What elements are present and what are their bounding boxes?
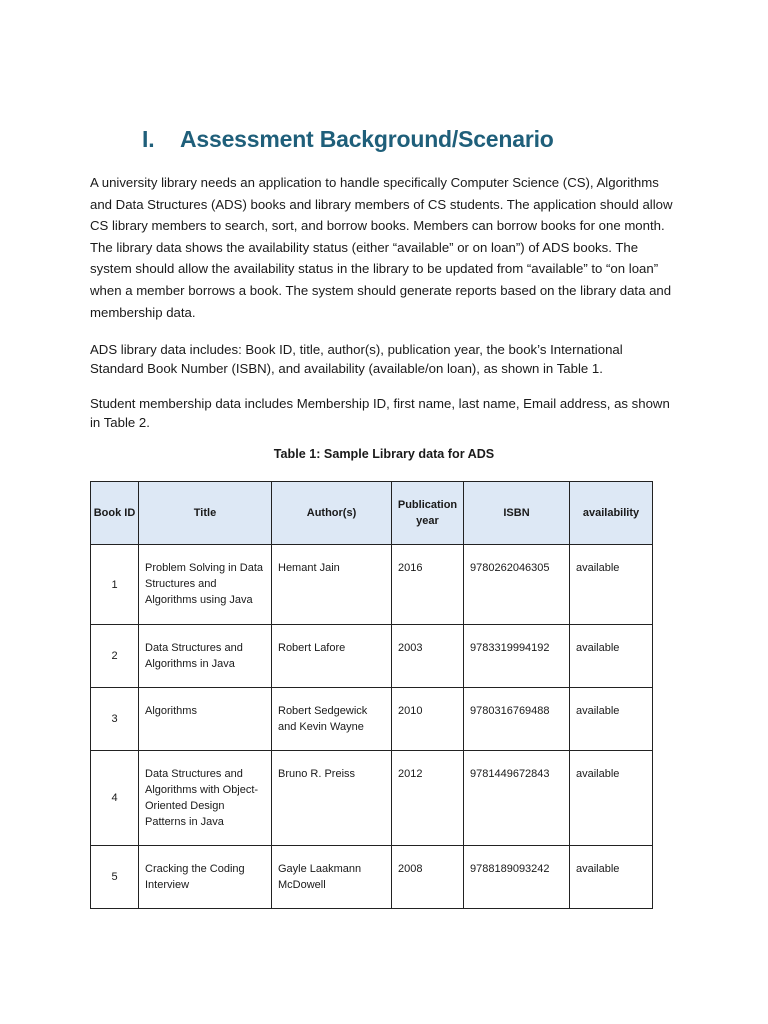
cell-authors: Bruno R. Preiss bbox=[272, 751, 392, 846]
cell-year: 2010 bbox=[392, 688, 464, 751]
membership-data-paragraph: Student membership data includes Membership ID, first name, last name, Email address, as shown in Table 2. bbox=[90, 396, 670, 430]
cell-title: Data Structures and Algorithms in Java bbox=[139, 625, 272, 688]
cell-book-id: 1 bbox=[91, 545, 139, 625]
header-book-id: Book ID bbox=[91, 482, 139, 545]
cell-book-id: 4 bbox=[91, 751, 139, 846]
cell-isbn: 9780262046305 bbox=[464, 545, 570, 625]
cell-year: 2016 bbox=[392, 545, 464, 625]
cell-availability: available bbox=[570, 625, 653, 688]
cell-authors: Gayle Laakmann McDowell bbox=[272, 846, 392, 909]
section-heading bbox=[142, 126, 554, 153]
cell-authors: Robert Sedgewick and Kevin Wayne bbox=[272, 688, 392, 751]
header-availability: availability bbox=[570, 482, 653, 545]
header-authors: Author(s) bbox=[272, 482, 392, 545]
library-data-paragraph: ADS library data includes: Book ID, title, author(s), publication year, the book’s International Standard Book Number (ISBN), and availability (available/on loan), as shown in Table 1. bbox=[90, 342, 623, 376]
table-row bbox=[91, 751, 653, 846]
cell-title: Data Structures and Algorithms with Object-Oriented Design Patterns in Java bbox=[139, 751, 272, 846]
intro-paragraph: A university library needs an application to handle specifically Computer Science (CS), Algorithms and Data Structures (ADS) books and library members of CS students. The application should allow CS library members to search, sort, and borrow books. Members can borrow books for one month. The library data shows the availability status (either “available” or on loan”) of ADS books. The system should allow the availability status in the library to be updated from “available” to “on loan” when a member borrows a book. The system should generate reports based on the library data and membership data. bbox=[90, 175, 673, 320]
cell-isbn: 9780316769488 bbox=[464, 688, 570, 751]
cell-year: 2012 bbox=[392, 751, 464, 846]
cell-authors: Robert Lafore bbox=[272, 625, 392, 688]
table-row bbox=[91, 625, 653, 688]
section-title: Assessment Background/Scenario bbox=[180, 126, 554, 152]
cell-title: Algorithms bbox=[139, 688, 272, 751]
header-isbn: ISBN bbox=[464, 482, 570, 545]
header-title: Title bbox=[139, 482, 272, 545]
table-row bbox=[91, 688, 653, 751]
cell-year: 2008 bbox=[392, 846, 464, 909]
cell-availability: available bbox=[570, 846, 653, 909]
cell-authors: Hemant Jain bbox=[272, 545, 392, 625]
cell-title: Cracking the Coding Interview bbox=[139, 846, 272, 909]
cell-availability: available bbox=[570, 688, 653, 751]
table-row bbox=[91, 846, 653, 909]
table-row bbox=[91, 545, 653, 625]
cell-year: 2003 bbox=[392, 625, 464, 688]
library-data-table bbox=[90, 481, 653, 909]
section-number: I. bbox=[142, 126, 155, 152]
table-caption: Table 1: Sample Library data for ADS bbox=[273, 447, 495, 461]
header-publication-year: Publication year bbox=[392, 482, 464, 545]
table-header-row bbox=[91, 482, 653, 545]
cell-book-id: 5 bbox=[91, 846, 139, 909]
cell-availability: available bbox=[570, 751, 653, 846]
cell-book-id: 2 bbox=[91, 625, 139, 688]
cell-isbn: 9788189093242 bbox=[464, 846, 570, 909]
cell-book-id: 3 bbox=[91, 688, 139, 751]
cell-isbn: 9783319994192 bbox=[464, 625, 570, 688]
cell-isbn: 9781449672843 bbox=[464, 751, 570, 846]
cell-title: Problem Solving in Data Structures and Algorithms using Java bbox=[139, 545, 272, 625]
cell-availability: available bbox=[570, 545, 653, 625]
